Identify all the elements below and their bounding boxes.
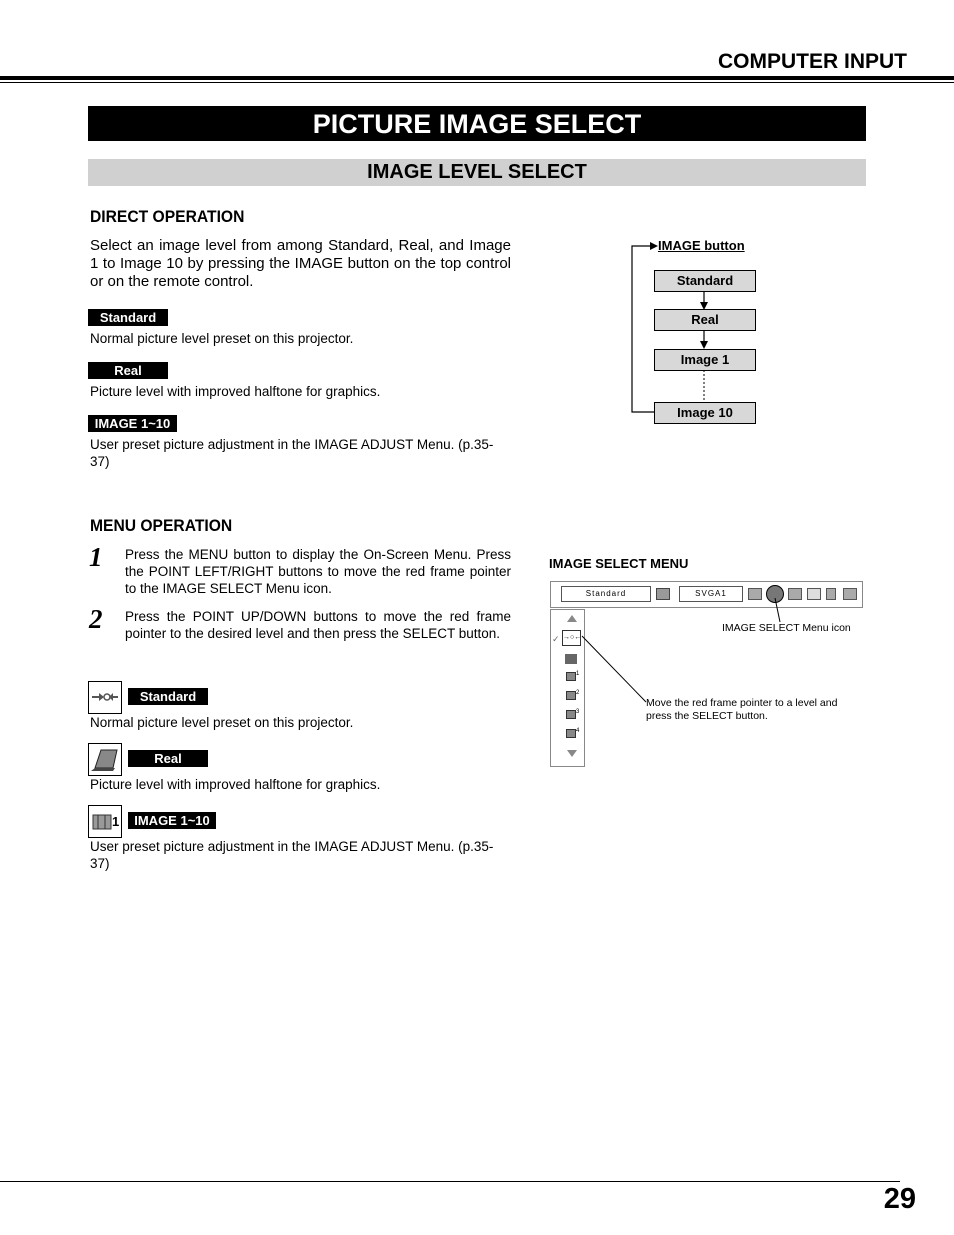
menu-desc-standard: Normal picture level preset on this projector.: [90, 715, 354, 730]
top-rule-thick: [0, 76, 954, 80]
direct-badge-image: IMAGE 1~10: [88, 415, 177, 432]
direct-badge-standard: Standard: [88, 309, 168, 326]
menu-badge-standard: Standard: [128, 688, 208, 705]
callout-pointer: Move the red frame pointer to a level and press the SELECT button.: [646, 697, 838, 722]
top-rule-thin: [0, 82, 954, 83]
osd-down-arrow-icon: [567, 750, 577, 757]
direct-desc-image: User preset picture adjustment in the IMAGE ADJUST Menu. (p.35-37): [90, 437, 494, 469]
osd-icon-e: [843, 588, 857, 600]
step-2-number: 2: [89, 604, 103, 634]
direct-desc-standard: Normal picture level preset on this projector.: [90, 331, 354, 346]
diagram-box-real: Real: [654, 309, 756, 331]
image-level-icon: [88, 805, 122, 838]
diagram-box-image10: Image 10: [654, 402, 756, 424]
direct-intro: Select an image level from among Standard, Real, and Image 1 to Image 10 by pressing the IMAGE button on the top control or on the remote control.: [90, 237, 511, 290]
menu-desc-real: Picture level with improved halftone for graphics.: [90, 777, 381, 792]
page-title: PICTURE IMAGE SELECT: [88, 106, 866, 141]
step-1-text: Press the MENU button to display the On-Screen Menu. Press the POINT LEFT/RIGHT buttons to move the red frame pointer to the IMAGE SELECT Menu icon.: [125, 547, 511, 596]
direct-badge-real: Real: [88, 362, 168, 379]
diagram-box-image1: Image 1: [654, 349, 756, 371]
image-button-label: IMAGE button: [658, 238, 745, 253]
osd-image3-digit: 3: [576, 709, 580, 715]
diagram-box-standard: Standard: [654, 270, 756, 292]
page-subtitle: IMAGE LEVEL SELECT: [88, 159, 866, 186]
osd-menu-icon: [656, 588, 670, 600]
osd-icon-b: [788, 588, 802, 600]
callout-menu-icon: IMAGE SELECT Menu icon: [722, 622, 851, 634]
direct-operation-heading: DIRECT OPERATION: [90, 207, 245, 226]
osd-icon-c: [807, 588, 821, 600]
osd-image2-digit: 2: [576, 690, 580, 696]
section-header: COMPUTER INPUT: [718, 50, 907, 73]
osd-image4-digit: 4: [576, 728, 580, 734]
osd-field-standard: Standard: [561, 586, 651, 602]
osd-callout-lines: [570, 600, 660, 705]
standard-icon: [88, 681, 122, 714]
bottom-rule: [0, 1181, 900, 1182]
osd-image3-icon: [566, 710, 576, 719]
osd-image1-digit: 1: [576, 671, 580, 677]
real-icon: [88, 743, 122, 776]
menu-badge-image: IMAGE 1~10: [128, 812, 216, 829]
osd-standard-icon: →○←: [562, 630, 581, 646]
osd-image4-icon: [566, 729, 576, 738]
osd-icon-d: [826, 588, 836, 600]
menu-operation-heading: MENU OPERATION: [90, 516, 233, 535]
menu-desc-image: User preset picture adjustment in the IMAGE ADJUST Menu. (p.35-37): [90, 839, 494, 871]
osd-icon-a: [748, 588, 762, 600]
osd-field-svga: SVGA1: [679, 586, 743, 602]
direct-desc-real: Picture level with improved halftone for graphics.: [90, 384, 381, 399]
step-2-text: Press the POINT UP/DOWN buttons to move the red frame pointer to the desired level and then press the SELECT button.: [125, 609, 511, 641]
step-1-number: 1: [89, 542, 103, 572]
image-select-menu-caption: IMAGE SELECT MENU: [549, 556, 689, 571]
page-number: 29: [883, 1183, 916, 1215]
menu-badge-real: Real: [128, 750, 208, 767]
image-level-icon-digit: 1: [112, 814, 120, 829]
osd-pointer-check-icon: ✓: [552, 634, 560, 644]
